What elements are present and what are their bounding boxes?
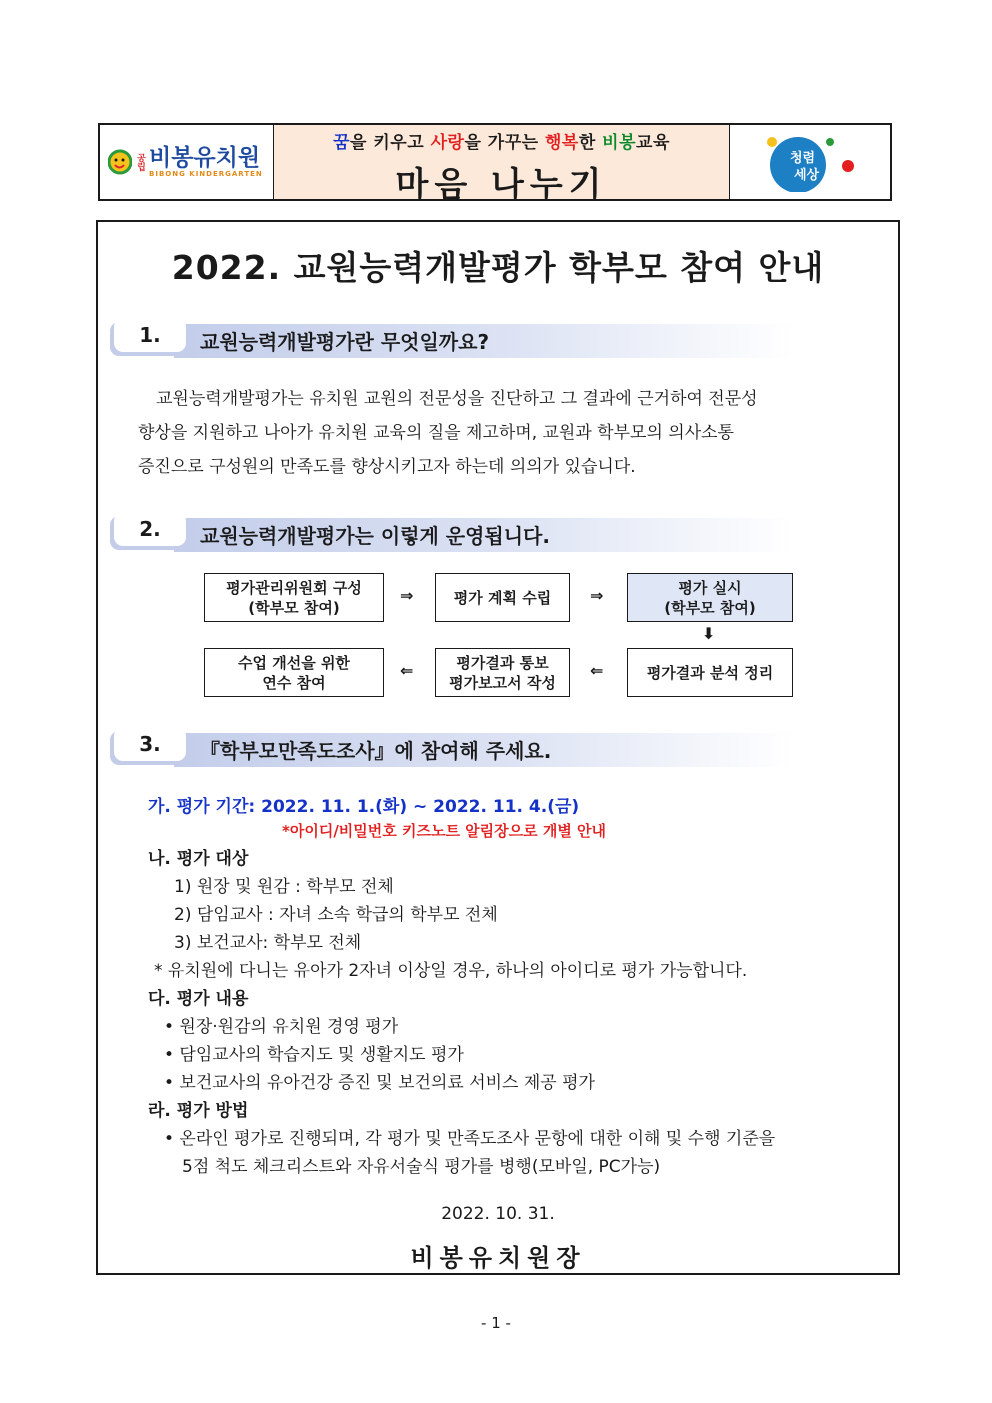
emblem-text-2: 세상 bbox=[794, 168, 820, 183]
slogan-part: 한 bbox=[578, 133, 603, 153]
issue-date: 2022. 10. 31. bbox=[441, 1204, 555, 1224]
slogan bbox=[274, 128, 729, 153]
intro-line: 증진으로 구성원의 만족도를 향상시키고자 하는데 의의가 있습니다. bbox=[138, 457, 636, 477]
flow-arrow-left: ⇐ bbox=[590, 661, 604, 680]
eval-target-item: 2) 담임교사 : 자녀 소속 학급의 학부모 전체 bbox=[174, 905, 498, 925]
slogan-part: 비봉 bbox=[602, 133, 637, 153]
flow-training: 수업 개선을 위한 연수 참여 bbox=[204, 648, 384, 697]
eval-target-note: * 유치원에 다니는 유아가 2자녀 이상일 경우, 하나의 아이디로 평가 가능합니다. bbox=[154, 961, 748, 981]
logo-name: 비봉유치원 bbox=[149, 145, 261, 171]
intro-line: 향상을 지원하고 나아가 유치원 교육의 질을 제고하며, 교원과 학부모의 의사소통 bbox=[138, 423, 734, 443]
school-logo bbox=[100, 125, 274, 199]
slogan-part: 교육 bbox=[636, 133, 670, 153]
section-number: 3. bbox=[114, 727, 186, 761]
section-2-header bbox=[114, 512, 814, 552]
eval-method-heading: 라. 평가 방법 bbox=[148, 1101, 249, 1121]
eval-content-item: • 보건교사의 유아건강 증진 및 보건의료 서비스 제공 평가 bbox=[164, 1073, 595, 1093]
eval-content-heading: 다. 평가 내용 bbox=[148, 989, 249, 1009]
flow-analysis: 평가결과 분석 정리 bbox=[627, 648, 793, 697]
newsletter-title: 마음 나누기 bbox=[395, 165, 608, 205]
page-number: - 1 - bbox=[481, 1314, 511, 1332]
eval-period bbox=[148, 792, 579, 817]
flow-arrow-down: ⬇ bbox=[702, 624, 716, 643]
section-title: 교원능력개발평가는 이렇게 운영됩니다. bbox=[200, 524, 550, 548]
public-badge: 공립 bbox=[135, 153, 145, 171]
flow-committee: 평가관리위원회 구성 (학부모 참여) bbox=[204, 573, 384, 622]
flow-report: 평가결과 통보 평가보고서 작성 bbox=[435, 648, 570, 697]
flow-arrow-left: ⇐ bbox=[400, 661, 414, 680]
eval-target-item: 3) 보건교사: 학부모 전체 bbox=[174, 933, 362, 953]
eval-method-item: • 온라인 평가로 진행되며, 각 평가 및 만족도조사 문항에 대한 이해 및 수행 기준을 bbox=[164, 1129, 776, 1149]
eval-content-item: • 담임교사의 학습지도 및 생활지도 평가 bbox=[164, 1045, 464, 1065]
eval-content-item: • 원장·원감의 유치원 경영 평가 bbox=[164, 1017, 399, 1037]
slogan-part: 사랑 bbox=[430, 133, 465, 153]
eval-period-value: 2022. 11. 1.(화) ~ 2022. 11. 4.(금) bbox=[261, 797, 580, 817]
emblem-text-1: 청렴 bbox=[790, 151, 816, 166]
slogan-part: 을 가꾸는 bbox=[464, 133, 545, 153]
section-title: 교원능력개발평가란 무엇일까요? bbox=[200, 330, 490, 354]
logo-subtitle: BIBONG KINDERGARTEN bbox=[149, 170, 263, 178]
header-box bbox=[98, 123, 892, 205]
login-note: *아이디/비밀번호 키즈노트 알림장으로 개별 안내 bbox=[282, 822, 607, 840]
integrity-emblem-icon bbox=[760, 132, 860, 192]
signature: 비봉유치원장 bbox=[410, 1244, 586, 1272]
eval-method-item: 5점 척도 체크리스트와 자유서술식 평가를 병행(모바일, PC가능) bbox=[182, 1157, 661, 1177]
header-title-area bbox=[274, 125, 730, 205]
flow-arrow-right: ⇒ bbox=[400, 586, 414, 605]
intro-paragraph bbox=[138, 382, 876, 484]
notice-frame bbox=[96, 220, 900, 1275]
eval-period-label: 가. 평가 기간: bbox=[148, 797, 262, 817]
slogan-part: 을 키우고 bbox=[350, 133, 431, 153]
slogan-part: 꿈 bbox=[333, 133, 351, 153]
section-title: 『학부모만족도조사』에 참여해 주세요. bbox=[200, 739, 552, 763]
flow-plan: 평가 계획 수립 bbox=[435, 573, 570, 622]
flow-arrow-right: ⇒ bbox=[590, 586, 604, 605]
flow-conduct: 평가 실시 (학부모 참여) bbox=[627, 573, 793, 622]
child-face-icon bbox=[108, 147, 132, 177]
eval-target-item: 1) 원장 및 원감 : 학부모 전체 bbox=[174, 877, 394, 897]
intro-line: 교원능력개발평가는 유치원 교원의 전문성을 진단하고 그 결과에 근거하여 전문성 bbox=[156, 389, 758, 409]
integrity-emblem bbox=[730, 125, 890, 199]
section-number: 2. bbox=[114, 512, 186, 546]
slogan-part: 행복 bbox=[544, 133, 579, 153]
page-title: 2022. 교원능력개발평가 학부모 참여 안내 bbox=[171, 248, 825, 287]
section-1-header bbox=[114, 318, 814, 358]
section-number: 1. bbox=[114, 318, 186, 352]
eval-target-heading: 나. 평가 대상 bbox=[148, 849, 249, 869]
section-3-header bbox=[114, 727, 814, 767]
